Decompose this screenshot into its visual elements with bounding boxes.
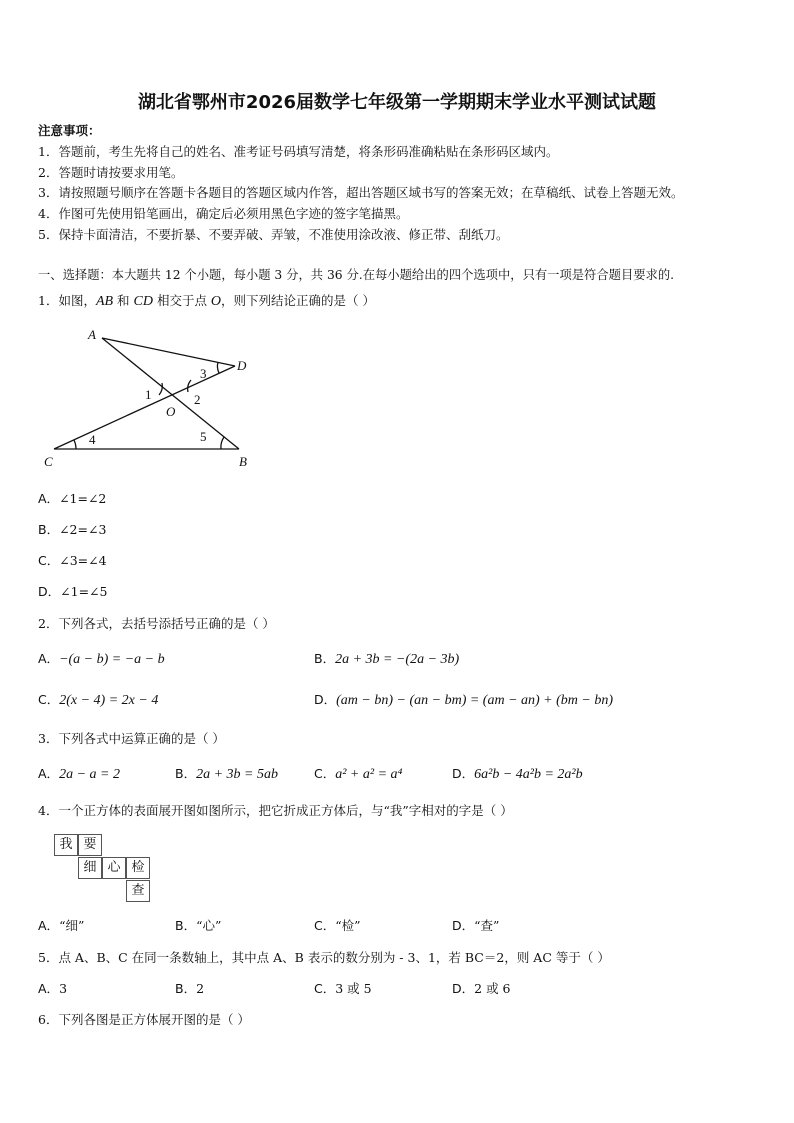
answer-option[interactable]: B．2 — [175, 981, 205, 996]
intersecting-lines-figure — [38, 322, 268, 472]
answer-option[interactable]: C．“检” — [314, 918, 361, 933]
answer-option[interactable]: A．“细” — [38, 918, 85, 933]
answer-option[interactable]: B．2a + 3b = −(2a − 3b) — [314, 651, 460, 667]
line-ab — [102, 338, 239, 449]
answer-option[interactable]: A．2a − a = 2 — [38, 766, 120, 782]
question-3-stem: 3．下列各式中运算正确的是（ ） — [38, 731, 225, 746]
net-cell: 我 — [54, 834, 78, 856]
question-6-stem: 6．下列各图是正方体展开图的是（ ） — [38, 1012, 250, 1027]
answer-option[interactable]: A．∠1=∠2 — [38, 491, 107, 506]
net-cell: 心 — [102, 857, 126, 879]
answer-option[interactable]: B．2a + 3b = 5ab — [175, 766, 278, 782]
answer-option[interactable]: C．a² + a² = a⁴ — [314, 766, 403, 782]
point-label-c: C — [44, 454, 53, 469]
cube-net-figure — [54, 834, 154, 906]
answer-option[interactable]: D．∠1=∠5 — [38, 584, 108, 599]
angle-arc-3 — [217, 362, 219, 373]
answer-option[interactable]: A．−(a − b) = −a − b — [38, 651, 165, 667]
angle-label-5: 5 — [200, 429, 207, 444]
angle-label-3: 3 — [200, 366, 207, 381]
line-cd — [54, 366, 235, 449]
answer-option[interactable]: B．∠2=∠3 — [38, 522, 107, 537]
net-cell: 细 — [78, 857, 102, 879]
angle-label-1: 1 — [145, 387, 152, 402]
net-cell: 要 — [78, 834, 102, 856]
net-cell: 检 — [126, 857, 150, 879]
point-label-o: O — [166, 404, 176, 419]
notice-item: 4．作图可先使用铅笔画出，确定后必须用黑色字迹的签字笔描黑。 — [38, 206, 409, 221]
notice-item: 5．保持卡面清洁，不要折暴、不要弄破、弄皱，不准使用涂改液、修正带、刮纸刀。 — [38, 227, 509, 242]
point-label-b: B — [239, 454, 247, 469]
answer-option[interactable]: C．3 或 5 — [314, 981, 372, 996]
point-label-d: D — [237, 358, 247, 373]
notice-heading: 注意事项： — [38, 123, 101, 138]
angle-label-4: 4 — [89, 432, 96, 447]
notice-item: 2．答题时请按要求用笔。 — [38, 165, 184, 180]
answer-option[interactable]: A．3 — [38, 981, 68, 996]
answer-option[interactable]: C．2(x − 4) = 2x − 4 — [38, 692, 159, 708]
answer-option[interactable]: D．2 或 6 — [452, 981, 511, 996]
notice-item: 1．答题前，考生先将自己的姓名、准考证号码填写清楚，将条形码准确粘贴在条形码区域内。 — [38, 144, 559, 159]
angle-arc-4 — [74, 440, 76, 449]
section-heading: 一、选择题：本大题共 12 个小题，每小题 3 分，共 36 分.在每小题给出的四个选项中，只有一项是符合题目要求的. — [38, 268, 675, 282]
question-1-stem: 1．如图，AB 和 CD 相交于点 O，则下列结论正确的是（ ） — [38, 293, 376, 309]
question-2-stem: 2．下列各式，去括号添括号正确的是（ ） — [38, 616, 275, 631]
net-cell: 查 — [126, 880, 150, 902]
question-5-stem: 5．点 A、B、C 在同一条数轴上，其中点 A、B 表示的数分别为 - 3、1，若 BC＝2，则 AC 等于（ ） — [38, 950, 610, 965]
angle-label-2: 2 — [194, 392, 201, 407]
point-label-a: A — [88, 327, 96, 342]
answer-option[interactable]: D．6a²b − 4a²b = 2a²b — [452, 766, 583, 782]
question-4-stem: 4．一个正方体的表面展开图如图所示，把它折成正方体后，与“我”字相对的字是（ ） — [38, 803, 513, 818]
answer-option[interactable]: B．“心” — [175, 918, 222, 933]
answer-option[interactable]: D．(am − bn) − (an − bm) = (am − an) + (bm − bn) — [314, 692, 614, 708]
notice-item: 3．请按照题号顺序在答题卡各题目的答题区域内作答，超出答题区域书写的答案无效；在草稿纸、试卷上答题无效。 — [38, 185, 684, 200]
answer-option[interactable]: C．∠3=∠4 — [38, 553, 107, 568]
segment-ad — [102, 338, 235, 366]
page-title: 湖北省鄂州市2026届数学七年级第一学期期末学业水平测试试题 — [137, 92, 657, 113]
angle-arc-5 — [221, 437, 224, 449]
answer-option[interactable]: D．“查” — [452, 918, 500, 933]
